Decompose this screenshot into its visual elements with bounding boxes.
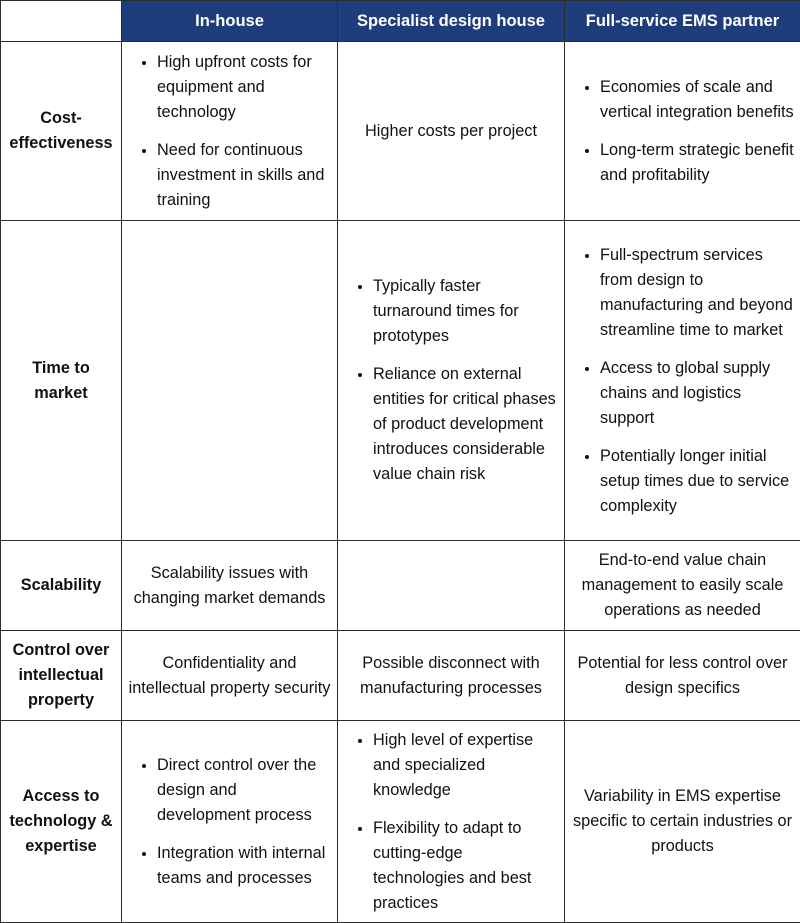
cell-ems xyxy=(565,42,800,221)
bullet-list xyxy=(338,728,558,916)
header-row xyxy=(1,1,800,42)
bullet-item: • Typically faster turnaround times for prototypes xyxy=(373,274,558,349)
bullet-list xyxy=(122,50,331,213)
header-specialist-design-house: Specialist design house xyxy=(338,1,565,42)
table-row xyxy=(1,631,800,721)
table-row xyxy=(1,541,800,631)
table-row xyxy=(1,42,800,221)
cell-specialist xyxy=(338,721,565,923)
cell-specialist xyxy=(338,541,565,631)
bullet-list xyxy=(122,753,331,891)
header-corner-cell xyxy=(1,1,122,42)
cell-in-house xyxy=(122,721,338,923)
bullet-item: • Full-spectrum services from design to manufacturing and beyond streamline time to market xyxy=(600,243,794,343)
table-row xyxy=(1,721,800,923)
bullet-item: • Integration with internal teams and processes xyxy=(157,841,331,891)
cell-specialist xyxy=(338,221,565,541)
cell-specialist: Higher costs per project xyxy=(338,42,565,221)
bullet-list xyxy=(338,274,558,487)
row-label: Time to market xyxy=(1,221,122,541)
bullet-item: • Long-term strategic benefit and profitability xyxy=(600,138,794,188)
bullet-list xyxy=(565,75,794,188)
cell-ems: Potential for less control over design specifics xyxy=(565,631,800,721)
cell-ems: Variability in EMS expertise specific to certain industries or products xyxy=(565,721,800,923)
bullet-item: • High level of expertise and specialized knowledge xyxy=(373,728,558,803)
header-full-service-ems-partner: Full-service EMS partner xyxy=(565,1,800,42)
row-label: Cost-effectiveness xyxy=(1,42,122,221)
bullet-item: • Flexibility to adapt to cutting-edge technologies and best practices xyxy=(373,816,558,916)
cell-specialist: Possible disconnect with manufacturing processes xyxy=(338,631,565,721)
cell-ems xyxy=(565,221,800,541)
row-label: Scalability xyxy=(1,541,122,631)
bullet-list xyxy=(565,243,794,519)
bullet-item: • Need for continuous investment in skills and training xyxy=(157,138,331,213)
cell-in-house: Confidentiality and intellectual property security xyxy=(122,631,338,721)
row-label: Control over intellectual property xyxy=(1,631,122,721)
cell-in-house xyxy=(122,221,338,541)
row-label: Access to technology & expertise xyxy=(1,721,122,923)
bullet-item: • Economies of scale and vertical integration benefits xyxy=(600,75,794,125)
header-in-house: In-house xyxy=(122,1,338,42)
cell-in-house xyxy=(122,42,338,221)
bullet-item: • High upfront costs for equipment and technology xyxy=(157,50,331,125)
cell-ems: End-to-end value chain management to easily scale operations as needed xyxy=(565,541,800,631)
cell-in-house: Scalability issues with changing market demands xyxy=(122,541,338,631)
bullet-item: • Direct control over the design and development process xyxy=(157,753,331,828)
bullet-item: • Access to global supply chains and logistics support xyxy=(600,356,794,431)
table-row xyxy=(1,221,800,541)
bullet-item: • Reliance on external entities for critical phases of product development introduces considerable value chain risk xyxy=(373,362,558,487)
bullet-item: • Potentially longer initial setup times due to service complexity xyxy=(600,444,794,519)
